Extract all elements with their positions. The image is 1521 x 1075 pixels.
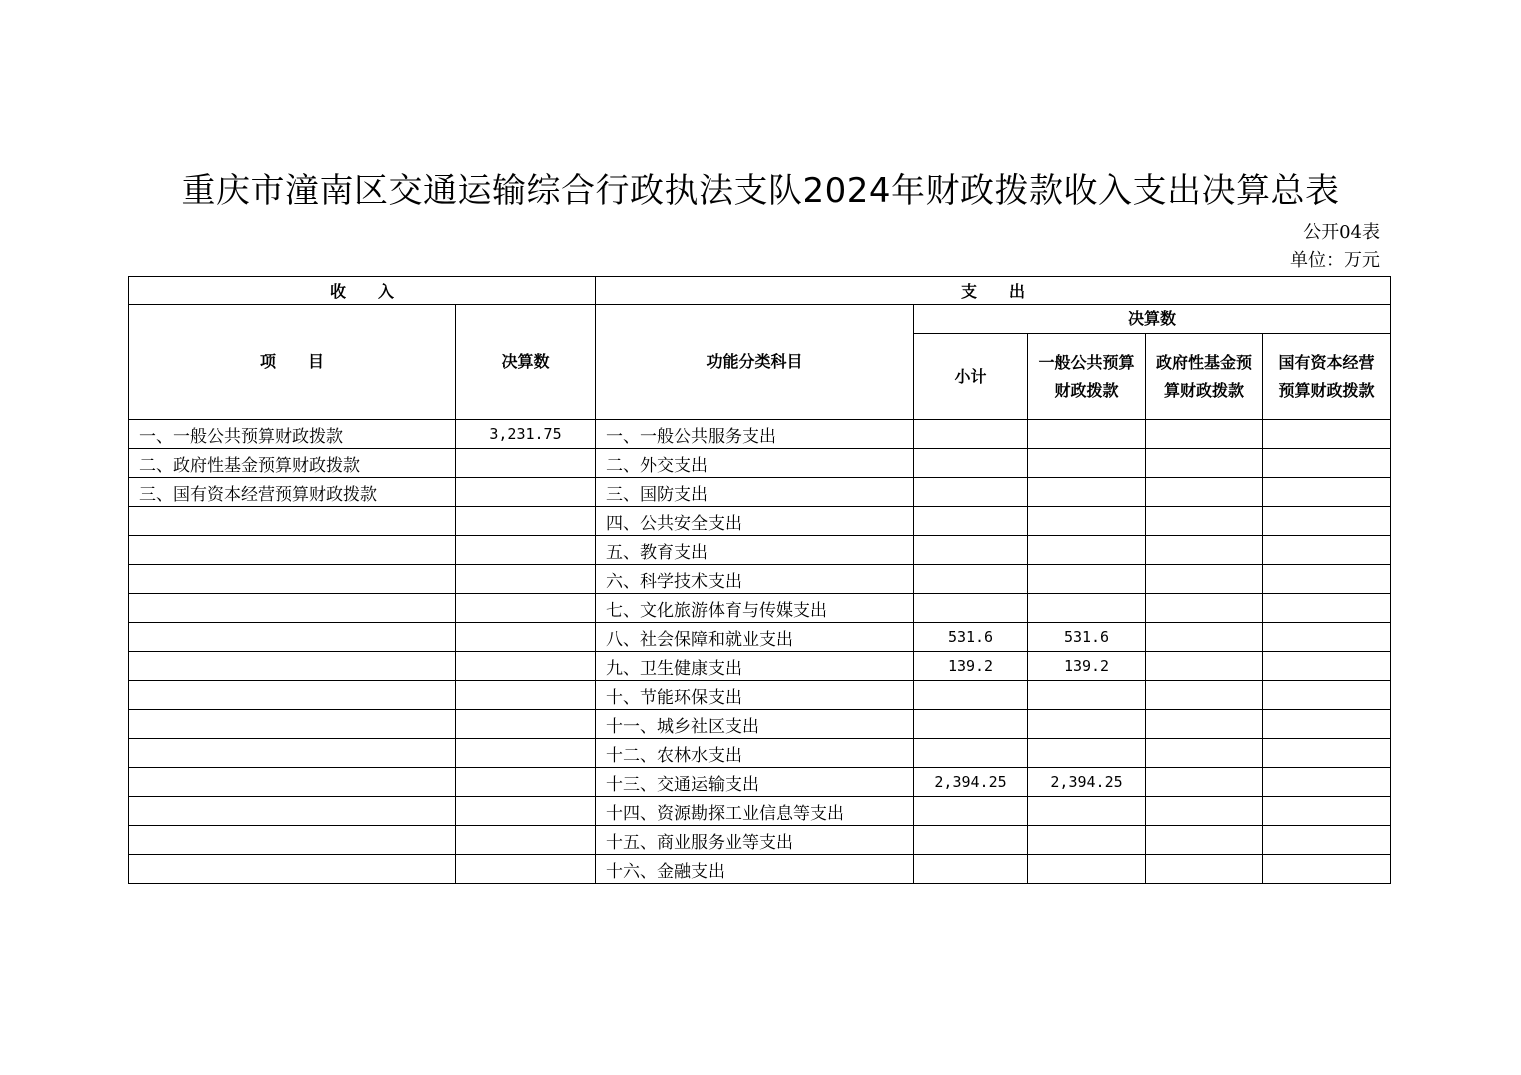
table-row xyxy=(129,623,1391,652)
expense-item-cell: 十三、交通运输支出 xyxy=(596,768,914,797)
table-row xyxy=(129,826,1391,855)
income-section-header: 收 入 xyxy=(129,277,596,305)
gov-fund-cell xyxy=(1146,594,1263,623)
income-item-cell xyxy=(129,536,456,565)
income-item-cell xyxy=(129,594,456,623)
expense-item-header: 功能分类科目 xyxy=(596,305,914,420)
state-capital-cell xyxy=(1263,826,1391,855)
state-capital-cell xyxy=(1263,797,1391,826)
income-amount-header: 决算数 xyxy=(456,305,596,420)
state-capital-cell xyxy=(1263,739,1391,768)
state-capital-cell xyxy=(1263,623,1391,652)
income-amount-cell xyxy=(456,797,596,826)
gov-fund-cell xyxy=(1146,681,1263,710)
expense-item-cell: 四、公共安全支出 xyxy=(596,507,914,536)
table-row xyxy=(129,536,1391,565)
income-item-cell: 三、国有资本经营预算财政拨款 xyxy=(129,478,456,507)
table-row xyxy=(129,768,1391,797)
general-budget-header-text: 一般公共预算财政拨款 xyxy=(1038,352,1135,400)
table-row xyxy=(129,797,1391,826)
income-item-cell xyxy=(129,797,456,826)
state-capital-cell xyxy=(1263,536,1391,565)
subtotal-cell xyxy=(914,420,1028,449)
subtotal-cell xyxy=(914,681,1028,710)
expense-item-cell: 十、节能环保支出 xyxy=(596,681,914,710)
general-budget-cell xyxy=(1028,594,1146,623)
general-budget-cell xyxy=(1028,797,1146,826)
state-capital-cell xyxy=(1263,478,1391,507)
income-item-cell xyxy=(129,623,456,652)
state-capital-header xyxy=(1263,334,1391,420)
income-amount-cell xyxy=(456,536,596,565)
general-budget-cell xyxy=(1028,681,1146,710)
table-row xyxy=(129,681,1391,710)
gov-fund-cell xyxy=(1146,565,1263,594)
gov-fund-cell xyxy=(1146,652,1263,681)
expense-item-cell: 一、一般公共服务支出 xyxy=(596,420,914,449)
gov-fund-cell xyxy=(1146,536,1263,565)
general-budget-cell xyxy=(1028,536,1146,565)
general-budget-cell xyxy=(1028,449,1146,478)
income-amount-cell xyxy=(456,594,596,623)
expense-item-cell: 八、社会保障和就业支出 xyxy=(596,623,914,652)
table-row xyxy=(129,478,1391,507)
gov-fund-cell xyxy=(1146,478,1263,507)
gov-fund-cell xyxy=(1146,768,1263,797)
expense-section-header: 支 出 xyxy=(596,277,1391,305)
general-budget-cell xyxy=(1028,739,1146,768)
subtotal-header: 小计 xyxy=(914,334,1028,420)
subtotal-cell xyxy=(914,449,1028,478)
subtotal-cell xyxy=(914,797,1028,826)
expense-item-cell: 十二、农林水支出 xyxy=(596,739,914,768)
income-amount-cell xyxy=(456,478,596,507)
expense-item-cell: 九、卫生健康支出 xyxy=(596,652,914,681)
state-capital-cell xyxy=(1263,710,1391,739)
unit-label: 单位：万元 xyxy=(1290,250,1380,271)
table-row xyxy=(129,739,1391,768)
general-budget-cell xyxy=(1028,507,1146,536)
table-row xyxy=(129,594,1391,623)
income-amount-cell: 3,231.75 xyxy=(456,420,596,449)
income-amount-cell xyxy=(456,652,596,681)
section-header-row xyxy=(129,277,1391,305)
gov-fund-cell xyxy=(1146,797,1263,826)
general-budget-cell: 531.6 xyxy=(1028,623,1146,652)
gov-fund-cell xyxy=(1146,623,1263,652)
income-item-cell xyxy=(129,507,456,536)
subtotal-cell xyxy=(914,594,1028,623)
subtotal-cell: 531.6 xyxy=(914,623,1028,652)
subtotal-cell xyxy=(914,710,1028,739)
income-amount-cell xyxy=(456,507,596,536)
general-budget-cell xyxy=(1028,855,1146,884)
gov-fund-cell xyxy=(1146,449,1263,478)
gov-fund-cell xyxy=(1146,739,1263,768)
income-item-cell xyxy=(129,652,456,681)
expense-item-cell: 十六、金融支出 xyxy=(596,855,914,884)
general-budget-cell xyxy=(1028,710,1146,739)
income-item-header: 项 目 xyxy=(129,305,456,420)
table-row xyxy=(129,710,1391,739)
subtotal-cell xyxy=(914,478,1028,507)
subtotal-cell: 139.2 xyxy=(914,652,1028,681)
table-row xyxy=(129,420,1391,449)
income-amount-cell xyxy=(456,855,596,884)
state-capital-cell xyxy=(1263,594,1391,623)
gov-fund-cell xyxy=(1146,507,1263,536)
state-capital-cell xyxy=(1263,855,1391,884)
expense-item-cell: 十一、城乡社区支出 xyxy=(596,710,914,739)
expense-amount-group-header: 决算数 xyxy=(914,305,1391,334)
general-budget-header xyxy=(1028,334,1146,420)
table-row xyxy=(129,855,1391,884)
income-item-cell xyxy=(129,565,456,594)
income-amount-cell xyxy=(456,710,596,739)
expense-item-cell: 六、科学技术支出 xyxy=(596,565,914,594)
income-item-cell: 一、一般公共预算财政拨款 xyxy=(129,420,456,449)
income-item-cell xyxy=(129,826,456,855)
income-item-cell xyxy=(129,739,456,768)
page-title: 重庆市潼南区交通运输综合行政执法支队2024年财政拨款收入支出决算总表 xyxy=(181,171,1340,211)
state-capital-cell xyxy=(1263,652,1391,681)
table-code: 公开04表 xyxy=(1303,222,1380,243)
income-amount-cell xyxy=(456,449,596,478)
state-capital-cell xyxy=(1263,507,1391,536)
subtotal-cell xyxy=(914,565,1028,594)
gov-fund-header xyxy=(1146,334,1263,420)
expense-item-cell: 十五、商业服务业等支出 xyxy=(596,826,914,855)
state-capital-cell xyxy=(1263,681,1391,710)
table-row xyxy=(129,449,1391,478)
subtotal-cell xyxy=(914,826,1028,855)
state-capital-cell xyxy=(1263,768,1391,797)
table-row xyxy=(129,507,1391,536)
income-amount-cell xyxy=(456,681,596,710)
state-capital-cell xyxy=(1263,420,1391,449)
income-item-cell xyxy=(129,768,456,797)
expense-item-cell: 三、国防支出 xyxy=(596,478,914,507)
income-item-cell xyxy=(129,681,456,710)
income-amount-cell xyxy=(456,768,596,797)
income-amount-cell xyxy=(456,565,596,594)
gov-fund-cell xyxy=(1146,420,1263,449)
gov-fund-cell xyxy=(1146,710,1263,739)
subtotal-cell xyxy=(914,536,1028,565)
income-amount-cell xyxy=(456,739,596,768)
gov-fund-header-text: 政府性基金预算财政拨款 xyxy=(1156,352,1253,400)
income-amount-cell xyxy=(456,826,596,855)
state-capital-header-text: 国有资本经营预算财政拨款 xyxy=(1278,352,1375,400)
general-budget-cell xyxy=(1028,478,1146,507)
expense-item-cell: 五、教育支出 xyxy=(596,536,914,565)
budget-table xyxy=(128,276,1391,884)
general-budget-cell xyxy=(1028,420,1146,449)
gov-fund-cell xyxy=(1146,855,1263,884)
expense-item-cell: 七、文化旅游体育与传媒支出 xyxy=(596,594,914,623)
general-budget-cell xyxy=(1028,565,1146,594)
column-header-row xyxy=(129,305,1391,334)
state-capital-cell xyxy=(1263,565,1391,594)
subtotal-cell xyxy=(914,507,1028,536)
subtotal-cell xyxy=(914,739,1028,768)
subtotal-cell xyxy=(914,855,1028,884)
table-row xyxy=(129,652,1391,681)
expense-item-cell: 二、外交支出 xyxy=(596,449,914,478)
income-amount-cell xyxy=(456,623,596,652)
general-budget-cell: 139.2 xyxy=(1028,652,1146,681)
general-budget-cell: 2,394.25 xyxy=(1028,768,1146,797)
income-item-cell xyxy=(129,855,456,884)
general-budget-cell xyxy=(1028,826,1146,855)
gov-fund-cell xyxy=(1146,826,1263,855)
income-item-cell xyxy=(129,710,456,739)
subtotal-cell: 2,394.25 xyxy=(914,768,1028,797)
income-item-cell: 二、政府性基金预算财政拨款 xyxy=(129,449,456,478)
expense-item-cell: 十四、资源勘探工业信息等支出 xyxy=(596,797,914,826)
table-row xyxy=(129,565,1391,594)
state-capital-cell xyxy=(1263,449,1391,478)
